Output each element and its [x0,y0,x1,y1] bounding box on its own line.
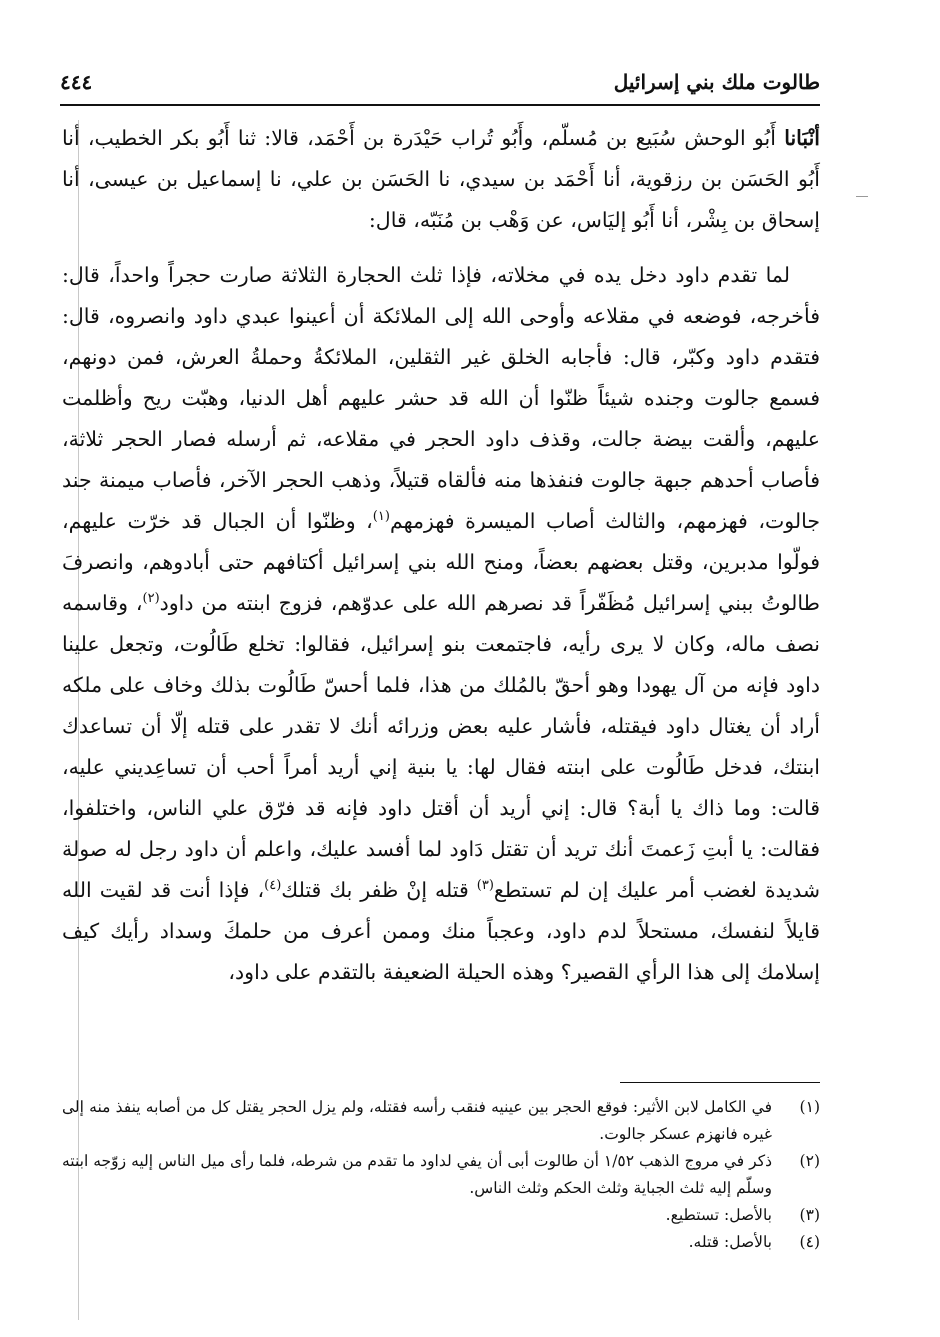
footnote-2 [62,1148,820,1202]
footnote-text: في الكامل لابن الأثير: فوقع الحجر بين عينيه فنقب رأسه فقتله، ولم يزل الحجر يقتل كل من أصابه ينفذ منه إلى غيره فانهزم عسكر جالوت. [62,1098,772,1143]
footnote-text: ذكر في مروج الذهب ١/٥٢ أن طالوت أبى أن يفي لداود ما تقدم من شرطه، فلما رأى ميل الناس إليه زوّجه ابنته وسلّم إليه ثلث الجباية وثلث الحكم وثلث الناس. [62,1152,772,1197]
page-header [60,62,820,102]
footnote-number: (٢) [799,1152,820,1170]
narrative-part-1: لما تقدم داود دخل يده في مخلاته، فإذا ثلث الحجارة الثلاثة صارت حجراً واحداً، قال: فأخرجه، فوضعه في مقلاعه وأوحى الله إلى الملائكة أن أعينوا عبدي داود وانصروه، قال: فتقدم داود وكبّر، قال: فأجابه الخلق غير الثقلين، الملائكةُ وحملةُ العرش، فمن دونهم، فسمع جالوت وجنده شيئاً ظنّوا أن الله قد حشر عليهم أهل الدنيا، وهبّت ريح وأظلمت عليهم، وألقت بيضة جالت، وقذف داود الحجر في مقلاعه، ثم أرسله فصار الحجر ثلاثة، فأصاب أحدهم جبهة جالوت فنفذها منه فألقاه قتيلاً، وذهب الحجر الآخر، فأصاب ميمنة جند جالوت، فهزمهم، والثالث أصاب الميسرة فهزمهم [62,263,820,533]
footnote-1 [62,1094,820,1148]
footnote-ref-4[interactable]: (٤) [264,878,282,894]
footnote-number: (١) [799,1098,820,1116]
footnote-4 [62,1229,820,1256]
footnote-separator [620,1082,820,1083]
footnote-number: (٣) [799,1206,820,1224]
narrative-part-5: ، فإذا أنت قد لقيت الله قايلاً لنفسك، مستحلاً لدم داود، وعجباً منك وممن أعرف من حلمكَ وسداد رأيك كيف إسلامك إلى هذا الرأي القصير؟ وهذه الحيلة الضعيفة بالتقدم على داود، [62,878,820,984]
page-number: ٤٤٤ [60,70,93,94]
header-rule [60,104,820,106]
footnote-ref-2[interactable]: (٢) [142,591,160,607]
running-title: طالوت ملك بني إسرائيل [613,70,820,94]
narrative-part-4: قتله إنْ ظفر بك قتلك [281,878,477,902]
main-text [62,118,820,993]
footnote-ref-3[interactable]: (٣) [476,878,494,894]
isnad-paragraph [62,118,820,241]
footnote-number: (٤) [799,1233,820,1251]
footnote-text: بالأصل: تستطيع. [665,1206,772,1224]
footnote-text: بالأصل: قتله. [688,1233,772,1251]
isnad-text: أَبُو الوحش سُبَيع بن مُسلّم، وأَبُو تُراب حَيْدَرة بن أَحْمَد، قالا: ثنا أَبُو بكر الخطيب، أنا أَبُو الحَسَن بن رزقوية، أنا أَحْمَد بن سيدي، نا الحَسَن بن علي، نا إسماعيل بن عيسى، أنا إسحاق بن بِشْر، أنا أَبُو إليَاس، عن وَهْب بن مُنَبّه، قال: [62,126,820,232]
footnote-ref-1[interactable]: (١) [372,509,390,525]
narrative-part-2: ، وظنّوا أن الجبال قد خرّت عليهم، فولّوا مدبرين، وقتل بعضهم بعضاً، ومنح الله بني إسرائيل أكتافهم حتى أبادوهم، وانصرفَ طالوتُ ببني إسرائيل مُظَفّراً قد نصرهم الله على عدوّهم، فزوج ابنته من داود [62,509,820,615]
narrative-paragraph [62,255,820,993]
footnotes [62,1094,820,1256]
margin-tick-mark [856,196,868,197]
footnote-3 [62,1202,820,1229]
narrative-part-3: ، وقاسمه نصف ماله، وكان لا يرى رأيه، فاجتمعت بنو إسرائيل، فقالوا: تخلع طَالُوت، وتجعل علينا داود فإنه من آل يهودا وهو أحقّ بالمُلك من هذا، فلما أحسّ طَالُوت بذلك وخاف على ملكه أراد أن يغتال داود فيقتله، فأشار عليه بعض وزرائه أنك لا تقدر على قتله إلّا أن تساعدك ابنتك، فدخل طَالُوت على ابنته فقال لها: يا بنية إني أريد أمراً أحب أن تساعِديني عليه، قالت: وما ذاك يا أبة؟ قال: إني أريد أن أقتل داود فإنه قد فرّق علي الناس، واختلفوا، فقالت: يا أبتِ زَعمتَ أنك تريد أن تقتل دَاود لما أفسد عليك، واعلم أن داود رجل له صولة شديدة لغضب أمر عليك إن لم تستطع [62,591,821,902]
isnad-lead-word: أنْبَانا [784,126,820,150]
